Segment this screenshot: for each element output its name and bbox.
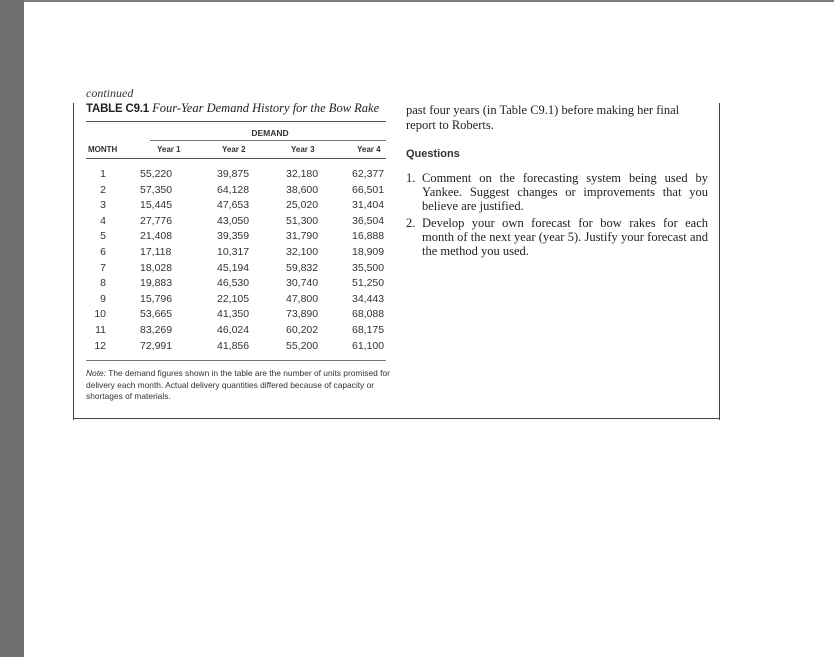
- continued-label: continued: [86, 86, 134, 100]
- intro-paragraph: past four years (in Table C9.1) before making her final report to Roberts.: [406, 103, 680, 132]
- note-text: The demand figures shown in the table are the number of units promised for delivery each month. Actual delivery quantities differed because of capacity or shortages of materials.: [86, 368, 390, 401]
- table-row: [86, 184, 386, 200]
- cell-year4: 31,404: [352, 199, 385, 212]
- cell-year2: 46,530: [217, 277, 250, 290]
- cell-year4: 18,909: [352, 245, 385, 258]
- cell-year3: 59,832: [286, 261, 319, 274]
- cell-year3: 30,740: [286, 277, 319, 290]
- cell-year4: 51,250: [352, 277, 385, 290]
- cell-year3: 55,200: [286, 339, 319, 352]
- table-row: [86, 308, 386, 324]
- header-year4: Year 4: [357, 145, 381, 154]
- viewer-left-gutter: [0, 0, 24, 657]
- cell-year3: 32,180: [286, 168, 319, 180]
- cell-year3: 51,300: [286, 214, 319, 227]
- table-row: [86, 262, 386, 278]
- header-month: MONTH: [88, 145, 118, 154]
- cell-year2: 39,359: [217, 230, 250, 243]
- cell-month: 12: [94, 339, 106, 352]
- cell-year2: 22,105: [217, 292, 250, 305]
- cell-year2: 43,050: [217, 214, 250, 227]
- cell-month: 11: [95, 323, 106, 336]
- cell-year3: 47,800: [286, 292, 319, 305]
- table-caption: [86, 101, 386, 116]
- table-row: [86, 215, 386, 231]
- question-text: Develop your own forecast for bow rakes for each month of the next year (year 5). Justify your forecast and the method you used.: [422, 215, 708, 259]
- cell-year2: 39,875: [217, 168, 250, 180]
- column-divider-rule: [719, 103, 720, 420]
- cell-year1: 83,269: [140, 323, 173, 336]
- cell-year1: 21,408: [140, 230, 173, 243]
- table-body: [86, 168, 386, 355]
- table-label: TABLE C9.1: [86, 103, 149, 115]
- cell-year1: 53,665: [140, 308, 173, 321]
- cell-month: 1: [100, 168, 106, 180]
- header-year2: Year 2: [222, 145, 246, 154]
- cell-year4: 61,100: [352, 339, 385, 352]
- table-row: [86, 324, 386, 340]
- cell-year1: 27,776: [140, 214, 173, 227]
- cell-year4: 36,504: [352, 214, 385, 227]
- table-row: [86, 246, 386, 262]
- question-item: [406, 171, 708, 214]
- demand-rule: [150, 140, 386, 141]
- cell-year1: 15,796: [140, 292, 173, 305]
- cell-year2: 64,128: [217, 183, 250, 196]
- cell-year4: 68,088: [352, 308, 385, 321]
- cell-year1: 55,220: [140, 168, 173, 180]
- cell-year1: 57,350: [140, 183, 173, 196]
- cell-year4: 34,443: [352, 292, 385, 305]
- cell-year4: 68,175: [352, 323, 385, 336]
- questions-heading: Questions: [406, 148, 460, 160]
- table-row: [86, 199, 386, 215]
- cell-year1: 17,118: [140, 245, 172, 258]
- cell-year2: 45,194: [217, 261, 250, 274]
- cell-year2: 41,856: [217, 339, 250, 352]
- question-item: [406, 216, 708, 259]
- table-bottom-rule: [73, 418, 720, 419]
- question-number: 2.: [406, 215, 416, 230]
- header-year3: Year 3: [291, 145, 315, 154]
- cell-month: 7: [100, 261, 106, 274]
- cell-month: 4: [100, 214, 106, 227]
- table-row: [86, 340, 386, 356]
- cell-year4: 66,501: [352, 183, 385, 196]
- cell-year4: 16,888: [352, 230, 385, 243]
- cell-year3: 38,600: [286, 183, 319, 196]
- note-label: Note:: [86, 368, 107, 378]
- cell-month: 5: [100, 230, 106, 243]
- table-row: [86, 293, 386, 309]
- demand-group-header: DEMAND: [251, 128, 289, 138]
- table-row: [86, 277, 386, 293]
- cell-year1: 18,028: [140, 261, 173, 274]
- cell-year2: 10,317: [217, 245, 250, 258]
- cell-year2: 47,653: [217, 199, 250, 212]
- cell-year3: 25,020: [286, 199, 319, 212]
- header-year1: Year 1: [157, 145, 181, 154]
- table-row: [86, 168, 386, 184]
- cell-year4: 35,500: [352, 261, 385, 274]
- questions-list: [406, 171, 708, 260]
- cell-year1: 72,991: [140, 339, 173, 352]
- cell-month: 2: [100, 183, 106, 196]
- cell-year3: 73,890: [286, 308, 319, 321]
- cell-year1: 15,445: [140, 199, 173, 212]
- table-row: [86, 230, 386, 246]
- cell-month: 3: [100, 199, 106, 212]
- question-number: 1.: [406, 171, 416, 185]
- question-text: Comment on the forecasting system being used by Yankee. Suggest changes or improvements that you believe are justified.: [422, 171, 708, 214]
- header-rule: [86, 158, 386, 159]
- title-rule: [86, 121, 386, 122]
- cell-month: 6: [100, 245, 106, 258]
- table-foot-rule: [86, 360, 386, 361]
- cell-year3: 32,100: [286, 245, 319, 258]
- table-title: Four-Year Demand History for the Bow Rake: [152, 101, 380, 115]
- cell-year4: 62,377: [352, 168, 385, 180]
- cell-year1: 19,883: [140, 277, 173, 290]
- cell-year2: 41,350: [217, 308, 250, 321]
- cell-month: 9: [100, 292, 106, 305]
- table-note: [86, 368, 391, 403]
- cell-month: 10: [94, 308, 106, 321]
- cell-year2: 46,024: [217, 323, 250, 336]
- table-left-rule: [73, 103, 74, 420]
- cell-month: 8: [100, 277, 106, 290]
- cell-year3: 60,202: [286, 323, 319, 336]
- cell-year3: 31,790: [286, 230, 319, 243]
